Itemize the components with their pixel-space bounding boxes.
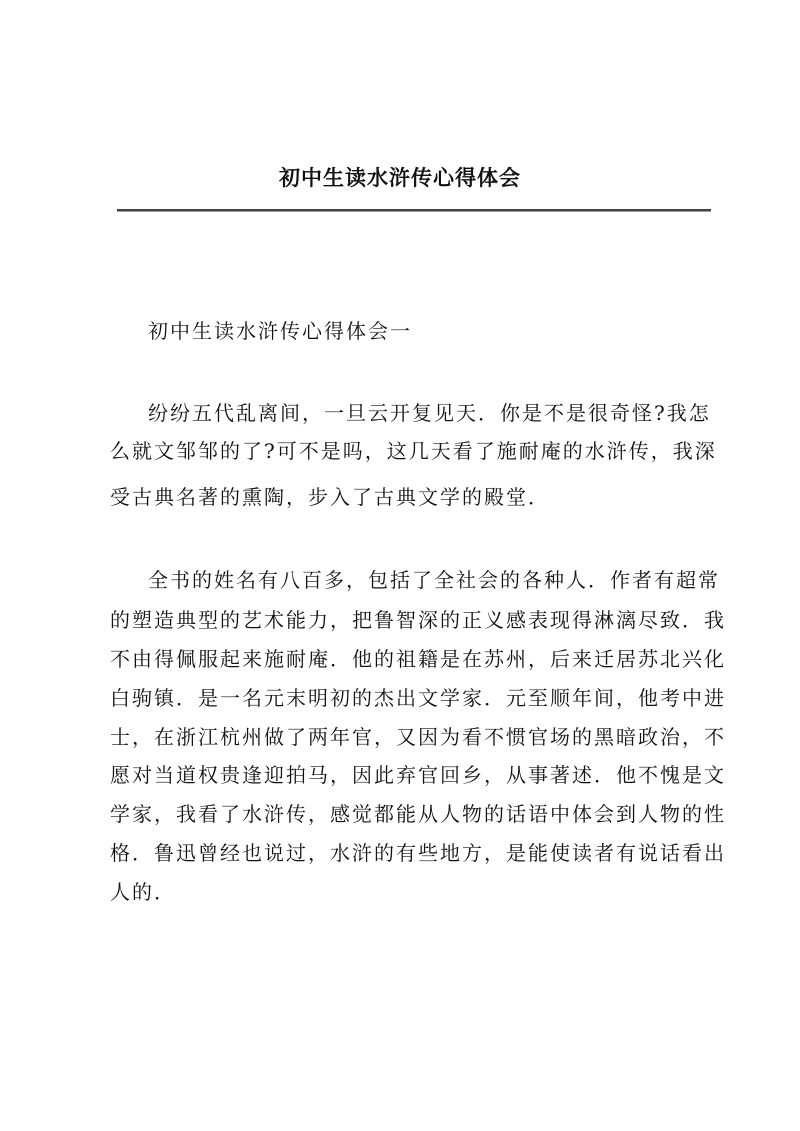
paragraph-1-line: 么就文邹邹的了?可不是吗，这几天看了施耐庵的水浒传，我深 [110, 439, 717, 463]
paragraph-1-line: 受古典名著的熏陶，步入了古典文学的殿堂． [110, 485, 550, 509]
section-heading: 初中生读水浒传心得体会一 [148, 319, 412, 343]
document-title: 初中生读水浒传心得体会 [279, 165, 521, 190]
paragraph-2-line: 白驹镇．是一名元末明初的杰出文学家．元至顺年间，他考中进 [110, 686, 726, 710]
paragraph-2-line: 不由得佩服起来施耐庵．他的祖籍是在苏州，后来迁居苏北兴化 [110, 647, 726, 671]
paragraph-2-line: 的塑造典型的艺术能力，把鲁智深的正义感表现得淋漓尽致．我 [110, 608, 726, 632]
paragraph-2-line: 士，在浙江杭州做了两年官，又因为看不惯官场的黑暗政治，不 [110, 725, 726, 749]
paragraph-2-line: 学家，我看了水浒传，感觉都能从人物的话语中体会到人物的性 [110, 802, 726, 826]
title-divider [117, 209, 711, 212]
paragraph-1-line: 纷纷五代乱离间，一旦云开复见天．你是不是很奇怪?我怎 [148, 401, 711, 425]
paragraph-2-line: 愿对当道权贵逢迎拍马，因此弃官回乡，从事著述．他不愧是文 [110, 763, 726, 787]
paragraph-2-line: 格．鲁迅曾经也说过，水浒的有些地方，是能使读者有说话看出 [110, 841, 726, 865]
paragraph-2-line: 全书的姓名有八百多，包括了全社会的各种人．作者有超常 [148, 568, 720, 592]
paragraph-2-line: 人的． [110, 880, 176, 904]
